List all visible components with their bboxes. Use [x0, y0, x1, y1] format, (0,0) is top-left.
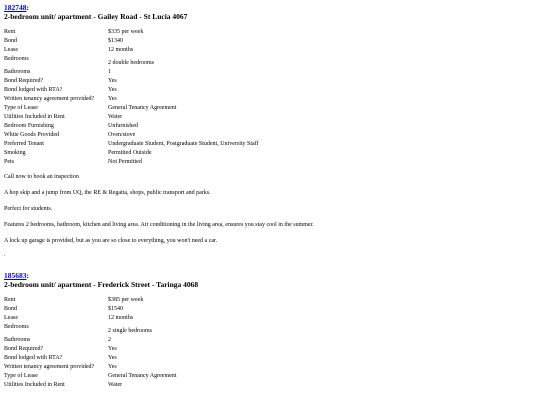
listing-id-link[interactable]: 182748: [4, 3, 27, 12]
detail-key: Bathrooms: [4, 337, 31, 343]
detail-key: Written tenancy agreement provided?: [4, 96, 95, 102]
detail-row: [4, 86, 259, 95]
detail-key: Utilities Included in Rent: [4, 114, 65, 120]
listing-description: [4, 173, 536, 245]
detail-value: Water: [108, 382, 123, 388]
listing-id-line: 182748:: [4, 3, 29, 12]
detail-row: [4, 336, 176, 345]
detail-row: [4, 113, 259, 122]
listing-title: 2-bedroom unit/ apartment - Gailey Road - St Lucia 4067: [4, 12, 188, 21]
detail-key: White Goods Provided: [4, 132, 59, 138]
detail-key: Bond: [4, 306, 18, 312]
description-paragraph: Call now to book an inspection: [4, 174, 79, 180]
detail-key: Type of Lease: [4, 105, 38, 111]
listing-id-line: 185683:: [4, 271, 29, 280]
detail-value: Undergraduate Student, Postgraduate Student, University Staff: [108, 141, 259, 147]
detail-value: Yes: [108, 78, 117, 84]
detail-key: Lease: [4, 315, 18, 321]
detail-key: Smoking: [4, 150, 26, 156]
detail-row: [4, 77, 259, 86]
description-paragraph: A lock up garage is provided, but as you are so close to everything, you won't need a car.: [4, 238, 218, 244]
detail-value: 2 single bedrooms: [108, 328, 152, 334]
detail-value: 2 double bedrooms: [108, 60, 154, 66]
detail-key: Bond Required?: [4, 346, 44, 352]
detail-key: Bedroom Furnishing: [4, 123, 54, 129]
detail-row: [4, 104, 259, 113]
detail-key: Utilities Included in Rent: [4, 382, 65, 388]
detail-value: Water: [108, 114, 123, 120]
detail-value: $1540: [108, 306, 123, 312]
detail-value: 12 months: [108, 315, 134, 321]
detail-key: Rent: [4, 297, 16, 303]
detail-key: Written tenancy agreement provided?: [4, 364, 95, 370]
detail-row: [4, 46, 259, 55]
detail-row: [4, 381, 176, 390]
trailing-dot: .: [4, 252, 6, 258]
detail-value: Oven/stove: [108, 132, 136, 138]
detail-row: [4, 37, 259, 46]
detail-row: [4, 323, 176, 336]
detail-row: [4, 158, 259, 167]
detail-row: [4, 305, 176, 314]
detail-row: [4, 95, 259, 104]
detail-row: [4, 131, 259, 140]
detail-row: [4, 140, 259, 149]
detail-row: [4, 68, 259, 77]
details-table: [4, 296, 176, 390]
listing-id-link[interactable]: 185683: [4, 271, 27, 280]
detail-value: $335 per week: [108, 29, 144, 35]
detail-value: Permitted Outside: [108, 150, 152, 156]
listing-182748: [4, 3, 536, 259]
detail-value: 1: [108, 69, 111, 75]
detail-key: Type of Lease: [4, 373, 38, 379]
detail-value: 2: [108, 337, 111, 343]
detail-row: [4, 55, 259, 68]
details-table: [4, 28, 259, 167]
detail-row: [4, 28, 259, 37]
detail-key: Bond Required?: [4, 78, 44, 84]
detail-row: [4, 363, 176, 372]
detail-value: Yes: [108, 96, 117, 102]
detail-value: $1340: [108, 38, 123, 44]
detail-key: Bond lodged with RTA?: [4, 355, 63, 361]
detail-row: [4, 296, 176, 305]
listing-185683: [4, 271, 536, 390]
detail-key: Bond lodged with RTA?: [4, 87, 63, 93]
description-paragraph: A hop skip and a jump from UQ, the RE & Regatta, shops, public transport and parks.: [4, 190, 211, 196]
detail-row: [4, 314, 176, 323]
listing-title: 2-bedroom unit/ apartment - Frederick Street - Taringa 4068: [4, 280, 199, 289]
detail-key: Rent: [4, 29, 16, 35]
detail-value: General Tenancy Agreement: [108, 373, 177, 379]
detail-row: [4, 372, 176, 381]
detail-value: Yes: [108, 87, 117, 93]
detail-key: Lease: [4, 47, 18, 53]
detail-key: Bathrooms: [4, 69, 31, 75]
detail-row: [4, 354, 176, 363]
detail-row: [4, 149, 259, 158]
detail-value: Unfurnished: [108, 123, 138, 129]
detail-value: General Tenancy Agreement: [108, 105, 177, 111]
detail-value: 12 months: [108, 47, 134, 53]
detail-key: Bond: [4, 38, 18, 44]
detail-key: Bedrooms: [4, 56, 29, 62]
detail-value: Yes: [108, 346, 117, 352]
detail-value: Not Permitted: [108, 159, 142, 165]
detail-key: Preferred Tenant: [4, 141, 44, 147]
detail-row: [4, 122, 259, 131]
detail-value: Yes: [108, 355, 117, 361]
detail-value: $385 per week: [108, 297, 144, 303]
detail-row: [4, 345, 176, 354]
description-paragraph: Features 2 bedrooms, bathroom, kitchen and living area. Air conditioning in the living area, ensures you stay cool in the summer.: [4, 222, 314, 228]
detail-value: Yes: [108, 364, 117, 370]
description-paragraph: Perfect for students.: [4, 206, 53, 212]
detail-key: Pets: [4, 159, 15, 165]
detail-key: Bedrooms: [4, 324, 29, 330]
